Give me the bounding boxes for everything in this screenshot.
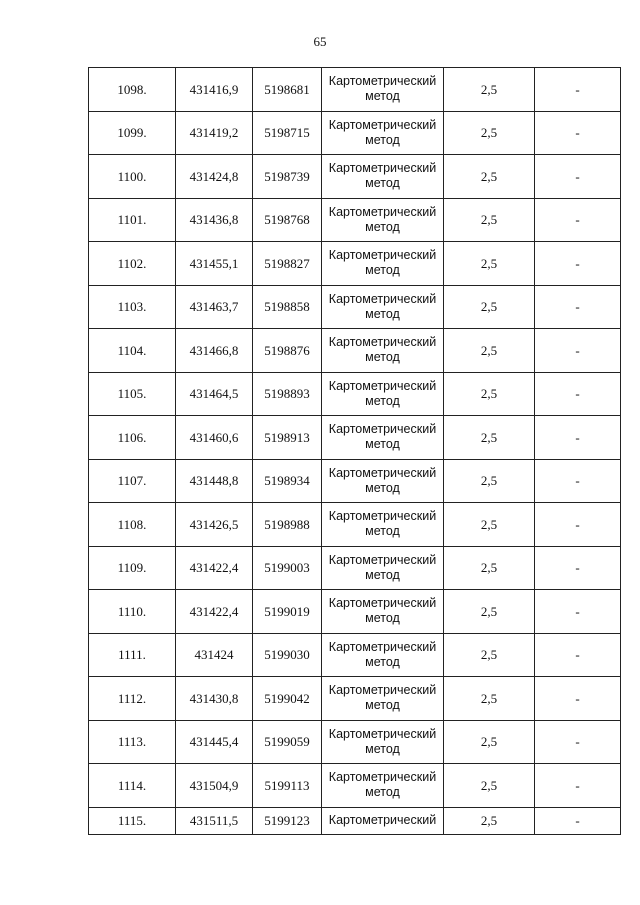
- point-number-cell: 1105.: [89, 372, 176, 416]
- method-line-1: Картометрический: [328, 596, 437, 611]
- coord-x-cell: 431430,8: [176, 677, 253, 721]
- note-cell: -: [535, 111, 621, 155]
- method-cell: [322, 285, 444, 329]
- method-cell: [322, 242, 444, 286]
- method-line-2: метод: [365, 480, 400, 495]
- table-row: [89, 807, 621, 834]
- method-cell: [322, 633, 444, 677]
- method-line-2: метод: [365, 393, 400, 408]
- method-cell: [322, 546, 444, 590]
- accuracy-cell: 2,5: [444, 329, 535, 373]
- coord-x-cell: 431463,7: [176, 285, 253, 329]
- point-number-cell: 1100.: [89, 155, 176, 199]
- table-row: [89, 546, 621, 590]
- method-line-2: метод: [365, 263, 400, 278]
- note-cell: -: [535, 503, 621, 547]
- note-cell: -: [535, 677, 621, 721]
- method-line-1: Картометрический: [328, 378, 437, 393]
- point-number-cell: 1110.: [89, 590, 176, 634]
- point-number-cell: 1101.: [89, 198, 176, 242]
- accuracy-cell: 2,5: [444, 242, 535, 286]
- method-line-2: метод: [365, 89, 400, 104]
- note-cell: -: [535, 155, 621, 199]
- method-line-2: метод: [365, 524, 400, 539]
- coord-y-cell: 5198827: [253, 242, 322, 286]
- note-cell: -: [535, 807, 621, 834]
- table-body: [89, 68, 621, 835]
- coord-x-cell: 431455,1: [176, 242, 253, 286]
- note-cell: -: [535, 198, 621, 242]
- accuracy-cell: 2,5: [444, 68, 535, 112]
- coord-x-cell: 431424,8: [176, 155, 253, 199]
- note-cell: -: [535, 68, 621, 112]
- accuracy-cell: 2,5: [444, 111, 535, 155]
- method-cell: [322, 155, 444, 199]
- coord-x-cell: 431504,9: [176, 764, 253, 808]
- method-line-2: метод: [365, 437, 400, 452]
- table-row: [89, 329, 621, 373]
- coord-x-cell: 431422,4: [176, 590, 253, 634]
- coord-x-cell: 431464,5: [176, 372, 253, 416]
- method-cell: [322, 329, 444, 373]
- method-line-1: Картометрический: [328, 813, 437, 827]
- method-line-1: Картометрический: [328, 161, 437, 176]
- note-cell: -: [535, 285, 621, 329]
- coord-x-cell: 431416,9: [176, 68, 253, 112]
- coord-y-cell: 5198858: [253, 285, 322, 329]
- coord-y-cell: 5199059: [253, 720, 322, 764]
- accuracy-cell: 2,5: [444, 633, 535, 677]
- method-line-1: Картометрический: [328, 204, 437, 219]
- method-line-2: метод: [365, 306, 400, 321]
- table-row: [89, 111, 621, 155]
- accuracy-cell: 2,5: [444, 503, 535, 547]
- method-line-1: Картометрический: [328, 509, 437, 524]
- coord-x-cell: 431511,5: [176, 807, 253, 834]
- coord-x-cell: 431424: [176, 633, 253, 677]
- method-cell: [322, 68, 444, 112]
- page-number: 65: [313, 34, 327, 49]
- method-line-2: метод: [365, 350, 400, 365]
- method-line-2: метод: [365, 654, 400, 669]
- method-cell: [322, 764, 444, 808]
- method-cell: [322, 372, 444, 416]
- coord-y-cell: 5198876: [253, 329, 322, 373]
- table-row: [89, 459, 621, 503]
- coord-y-cell: 5199003: [253, 546, 322, 590]
- method-line-2: метод: [365, 741, 400, 756]
- table-row: [89, 503, 621, 547]
- method-line-2: метод: [365, 176, 400, 191]
- method-line-1: Картометрический: [328, 465, 437, 480]
- coord-y-cell: 5198715: [253, 111, 322, 155]
- table-row: [89, 155, 621, 199]
- note-cell: -: [535, 546, 621, 590]
- accuracy-cell: 2,5: [444, 416, 535, 460]
- coord-y-cell: 5198768: [253, 198, 322, 242]
- accuracy-cell: 2,5: [444, 764, 535, 808]
- method-cell: [322, 416, 444, 460]
- note-cell: -: [535, 329, 621, 373]
- method-line-2: метод: [365, 132, 400, 147]
- method-line-1: Картометрический: [328, 291, 437, 306]
- accuracy-cell: 2,5: [444, 155, 535, 199]
- table-row: [89, 198, 621, 242]
- coord-y-cell: 5199030: [253, 633, 322, 677]
- coord-x-cell: 431460,6: [176, 416, 253, 460]
- method-line-2: метод: [365, 611, 400, 626]
- note-cell: -: [535, 459, 621, 503]
- method-line-1: Картометрический: [328, 639, 437, 654]
- table-row: [89, 242, 621, 286]
- method-line-1: Картометрический: [328, 552, 437, 567]
- table-row: [89, 68, 621, 112]
- point-number-cell: 1109.: [89, 546, 176, 590]
- coord-y-cell: 5198913: [253, 416, 322, 460]
- coord-y-cell: 5198893: [253, 372, 322, 416]
- coord-x-cell: 431436,8: [176, 198, 253, 242]
- table-row: [89, 590, 621, 634]
- note-cell: -: [535, 372, 621, 416]
- method-line-1: Картометрический: [328, 726, 437, 741]
- coord-x-cell: 431466,8: [176, 329, 253, 373]
- coord-y-cell: 5199123: [253, 807, 322, 834]
- coord-y-cell: 5199113: [253, 764, 322, 808]
- note-cell: -: [535, 416, 621, 460]
- table-row: [89, 285, 621, 329]
- point-number-cell: 1107.: [89, 459, 176, 503]
- accuracy-cell: 2,5: [444, 677, 535, 721]
- accuracy-cell: 2,5: [444, 198, 535, 242]
- method-line-1: Картометрический: [328, 335, 437, 350]
- method-cell: [322, 807, 444, 834]
- coord-y-cell: 5199042: [253, 677, 322, 721]
- method-cell: [322, 111, 444, 155]
- note-cell: -: [535, 764, 621, 808]
- method-line-1: Картометрический: [328, 117, 437, 132]
- point-number-cell: 1104.: [89, 329, 176, 373]
- coord-y-cell: 5199019: [253, 590, 322, 634]
- coord-x-cell: 431419,2: [176, 111, 253, 155]
- method-line-2: метод: [365, 698, 400, 713]
- coord-x-cell: 431422,4: [176, 546, 253, 590]
- method-line-1: Картометрический: [328, 422, 437, 437]
- table-row: [89, 416, 621, 460]
- note-cell: -: [535, 242, 621, 286]
- coord-x-cell: 431426,5: [176, 503, 253, 547]
- coordinates-table: [88, 67, 621, 835]
- accuracy-cell: 2,5: [444, 590, 535, 634]
- point-number-cell: 1098.: [89, 68, 176, 112]
- method-line-1: Картометрический: [328, 74, 437, 89]
- method-line-2: метод: [365, 785, 400, 800]
- method-line-1: Картометрический: [328, 248, 437, 263]
- point-number-cell: 1102.: [89, 242, 176, 286]
- coord-y-cell: 5198934: [253, 459, 322, 503]
- accuracy-cell: 2,5: [444, 372, 535, 416]
- method-line-2: метод: [365, 219, 400, 234]
- point-number-cell: 1114.: [89, 764, 176, 808]
- point-number-cell: 1103.: [89, 285, 176, 329]
- note-cell: -: [535, 590, 621, 634]
- accuracy-cell: 2,5: [444, 285, 535, 329]
- table-row: [89, 720, 621, 764]
- accuracy-cell: 2,5: [444, 720, 535, 764]
- method-line-1: Картометрический: [328, 683, 437, 698]
- method-line-1: Картометрический: [328, 770, 437, 785]
- method-cell: [322, 459, 444, 503]
- point-number-cell: 1112.: [89, 677, 176, 721]
- method-line-2: метод: [365, 567, 400, 582]
- note-cell: -: [535, 633, 621, 677]
- point-number-cell: 1111.: [89, 633, 176, 677]
- table-row: [89, 372, 621, 416]
- coord-x-cell: 431445,4: [176, 720, 253, 764]
- method-cell: [322, 677, 444, 721]
- point-number-cell: 1115.: [89, 807, 176, 834]
- point-number-cell: 1106.: [89, 416, 176, 460]
- table-row: [89, 633, 621, 677]
- accuracy-cell: 2,5: [444, 807, 535, 834]
- table-row: [89, 764, 621, 808]
- point-number-cell: 1108.: [89, 503, 176, 547]
- method-cell: [322, 503, 444, 547]
- coord-x-cell: 431448,8: [176, 459, 253, 503]
- point-number-cell: 1099.: [89, 111, 176, 155]
- accuracy-cell: 2,5: [444, 546, 535, 590]
- note-cell: -: [535, 720, 621, 764]
- method-cell: [322, 720, 444, 764]
- coord-y-cell: 5198988: [253, 503, 322, 547]
- point-number-cell: 1113.: [89, 720, 176, 764]
- accuracy-cell: 2,5: [444, 459, 535, 503]
- table-row: [89, 677, 621, 721]
- method-cell: [322, 590, 444, 634]
- coord-y-cell: 5198739: [253, 155, 322, 199]
- coord-y-cell: 5198681: [253, 68, 322, 112]
- method-cell: [322, 198, 444, 242]
